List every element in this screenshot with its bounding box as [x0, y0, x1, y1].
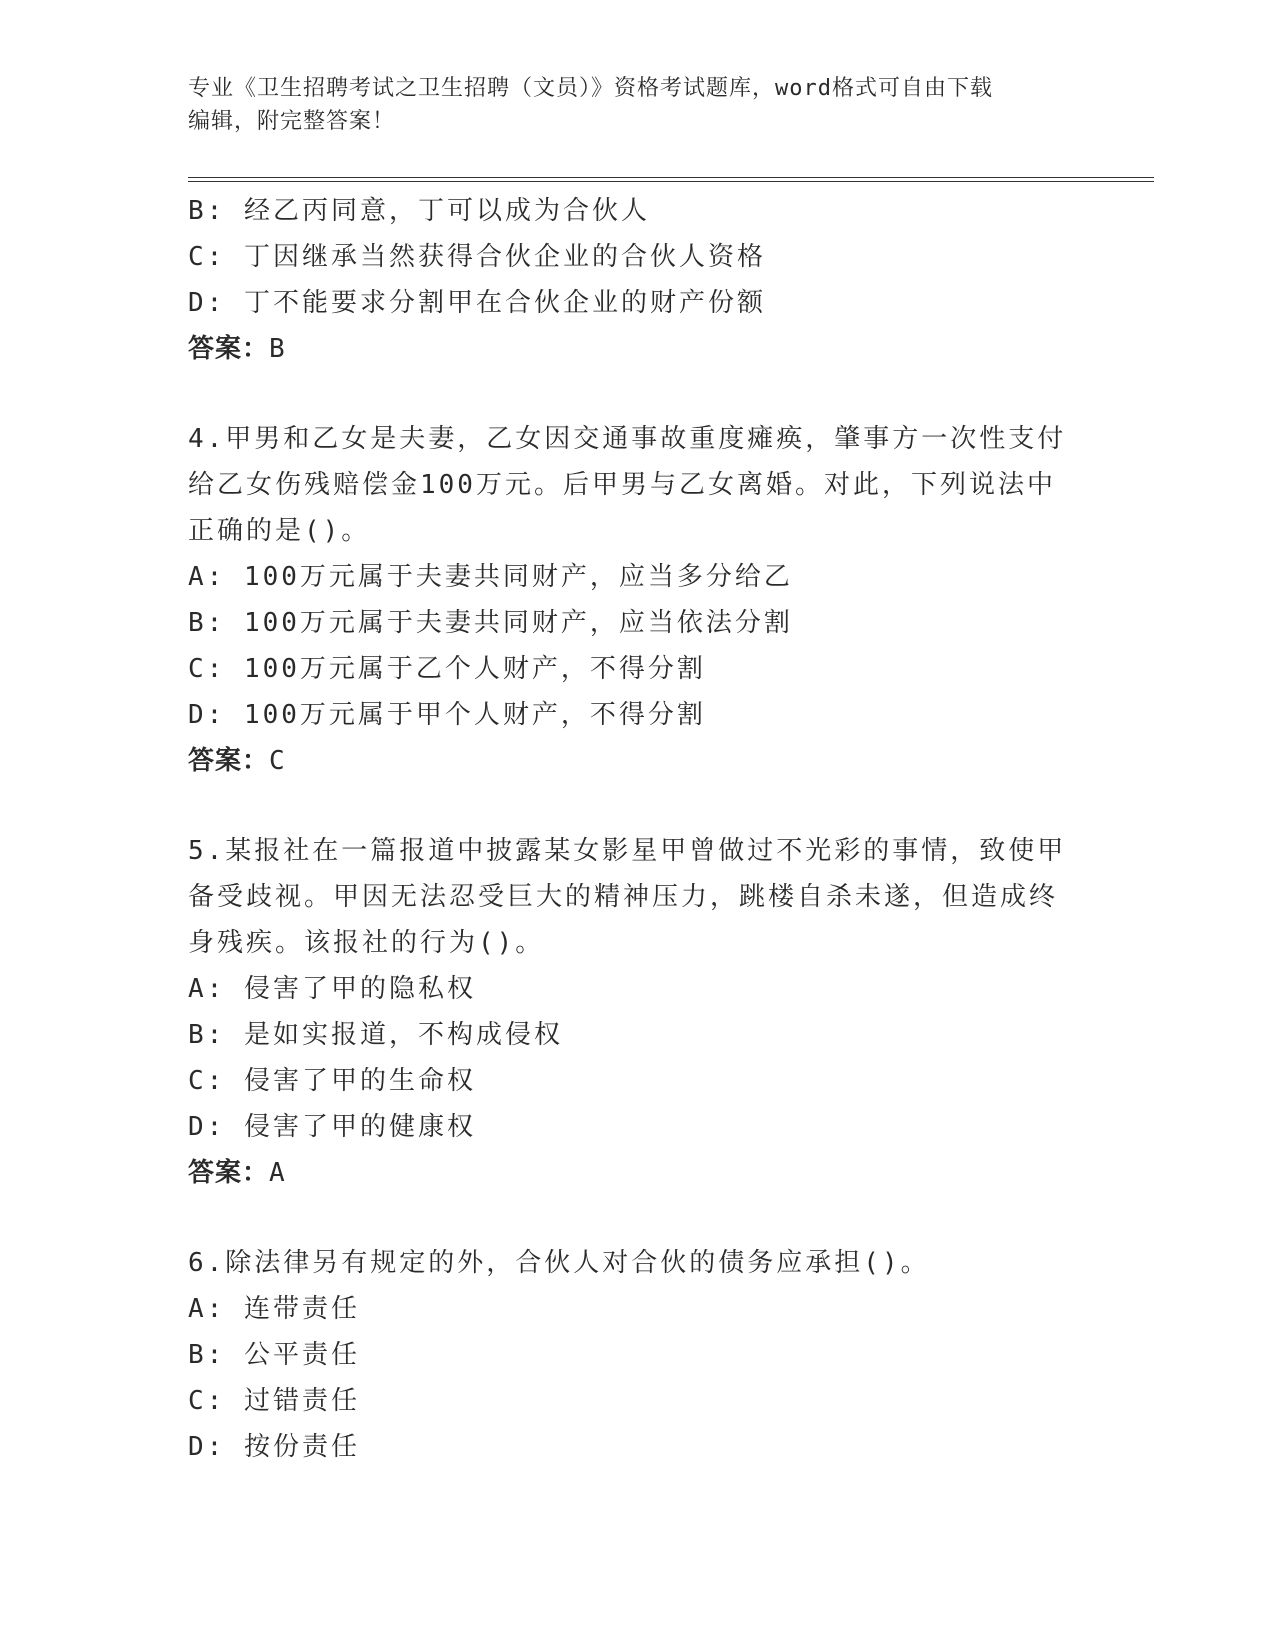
answer-line	[188, 1150, 1088, 1196]
question-stem-line: 6.除法律另有规定的外，合伙人对合伙的债务应承担()。	[188, 1248, 930, 1278]
answer-line	[188, 738, 1088, 784]
question-5	[188, 828, 1088, 1196]
option-b: B: 经乙丙同意，丁可以成为合伙人	[188, 196, 650, 226]
answer-value: C	[269, 746, 286, 776]
question-3-tail	[188, 188, 1088, 372]
question-6	[188, 1240, 1088, 1470]
option-c: C: 丁因继承当然获得合伙企业的合伙人资格	[188, 242, 766, 272]
answer-label: 答案：	[188, 334, 270, 364]
option-a: A: 连带责任	[188, 1294, 360, 1324]
answer-line	[188, 326, 1088, 372]
question-list	[188, 188, 1088, 1470]
option-c: C: 100万元属于乙个人财产，不得分割	[188, 654, 706, 684]
option-b: B: 100万元属于夫妻共同财产，应当依法分割	[188, 608, 793, 638]
option-d: D: 丁不能要求分割甲在合伙企业的财产份额	[188, 288, 766, 318]
question-4	[188, 416, 1088, 784]
option-b: B: 公平责任	[188, 1340, 360, 1370]
question-stem-line: 给乙女伤残赔偿金100万元。后甲男与乙女离婚。对此，下列说法中	[188, 470, 1056, 500]
question-stem-line: 备受歧视。甲因无法忍受巨大的精神压力，跳楼自杀未遂，但造成终	[188, 882, 1059, 912]
option-c: C: 过错责任	[188, 1386, 360, 1416]
header-line-1: 专业《卫生招聘考试之卫生招聘（文员）》资格考试题库，word格式可自由下载	[188, 76, 993, 101]
document-header	[188, 72, 1068, 138]
header-line-2: 编辑，附完整答案！	[188, 109, 396, 134]
option-a: A: 100万元属于夫妻共同财产，应当多分给乙	[188, 562, 793, 592]
option-d: D: 100万元属于甲个人财产，不得分割	[188, 700, 706, 730]
option-c: C: 侵害了甲的生命权	[188, 1066, 476, 1096]
answer-label: 答案：	[188, 1158, 270, 1188]
option-d: D: 按份责任	[188, 1432, 360, 1462]
question-stem-line: 4.甲男和乙女是夫妻，乙女因交通事故重度瘫痪，肇事方一次性支付	[188, 424, 1067, 454]
question-stem-line: 身残疾。该报社的行为()。	[188, 928, 545, 958]
answer-value: A	[269, 1158, 286, 1188]
answer-value: B	[269, 334, 286, 364]
option-a: A: 侵害了甲的隐私权	[188, 974, 476, 1004]
question-stem-line: 正确的是()。	[188, 516, 371, 546]
option-b: B: 是如实报道，不构成侵权	[188, 1020, 563, 1050]
header-divider	[188, 177, 1154, 182]
answer-label: 答案：	[188, 746, 270, 776]
question-stem-line: 5.某报社在一篇报道中披露某女影星甲曾做过不光彩的事情，致使甲	[188, 836, 1067, 866]
option-d: D: 侵害了甲的健康权	[188, 1112, 476, 1142]
